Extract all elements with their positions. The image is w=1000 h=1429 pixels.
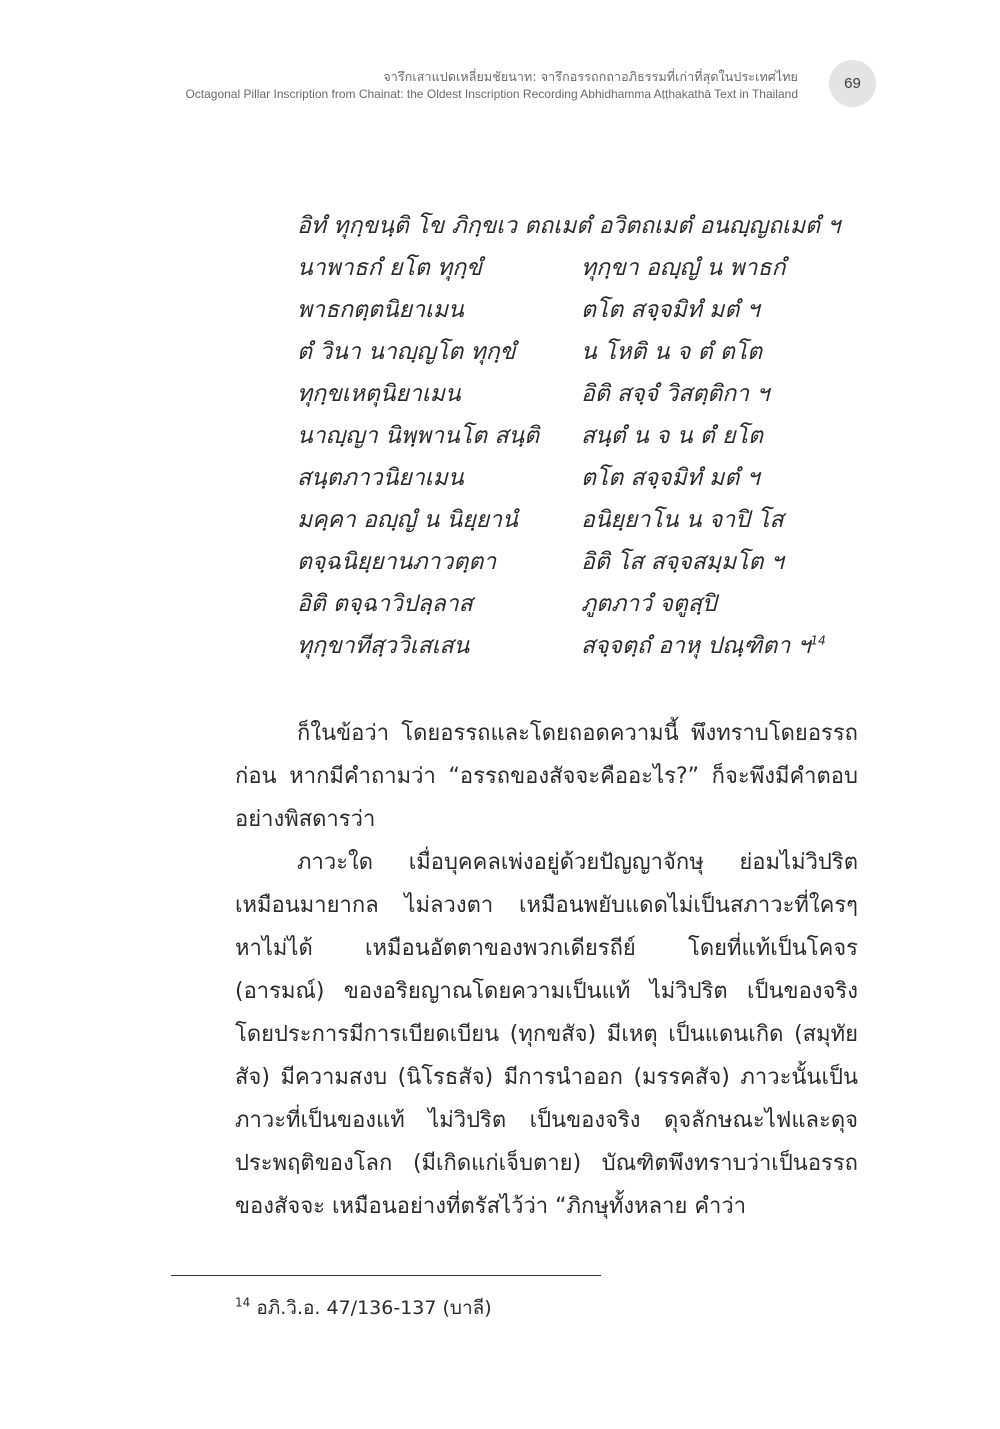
verse-right-text: สจฺจตฺถํ อาหุ ปณฺฑิตา ฯ bbox=[581, 633, 811, 659]
header-title-english: Octagonal Pillar Inscription from Chainat: the Oldest Inscription Recording Abhidhamma Aṭṭhakathā Text in Thailand bbox=[185, 87, 798, 101]
verse-right: อิติ โส สจฺจสมฺมโต ฯ bbox=[581, 549, 784, 575]
paragraph: ภาวะใด เมื่อบุคคลเพ่งอยู่ด้วยปัญญาจักษุ ย่อมไม่วิปริต เหมือนมายากล ไม่ลวงตา เหมือนพยับแดดไม่เป็นสภาวะที่ใครๆ หาไม่ได้ เหมือนอัตตาของพวกเดียรถีย์ โดยที่แท้เป็นโคจร (อารมณ์) ของอริยญาณโดยความเป็นแท้ ไม่วิปริต เป็นของจริง โดยประการมีการเบียดเบียน (ทุกขสัจ) มีเหตุ เป็นแดนเกิด (สมุทัยสัจ) มีความสงบ (นิโรธสัจ) มีการนำออก (มรรคสัจ) ภาวะนั้นเป็นภาวะที่เป็นของแท้ ไม่วิปริต เป็นของจริง ดุจลักษณะไฟและดุจประพฤติของโลก (มีเกิดแก่เจ็บตาย) บัณฑิตพึงทราบว่าเป็นอรรถของสัจจะ เหมือนอย่างที่ตรัสไว้ว่า “ภิกษุทั้งหลาย คำว่า bbox=[235, 850, 858, 1219]
verse-row bbox=[297, 289, 857, 331]
verse-row bbox=[297, 457, 857, 499]
verse-left: นาพาธกํ ยโต ทุกฺขํ bbox=[297, 255, 482, 281]
verse-left: ทุกฺขเหตุนิยาเมน bbox=[297, 381, 461, 407]
verse-right: ตโต สจฺจมิทํ มตํ ฯ bbox=[581, 465, 760, 491]
verse-right: อนิยฺยาโน น จาปิ โส bbox=[581, 507, 784, 533]
verse-row bbox=[297, 625, 857, 667]
verse-row bbox=[297, 247, 857, 289]
footnote-reference[interactable]: 14 bbox=[810, 633, 826, 648]
running-header bbox=[185, 68, 798, 102]
page-number-badge bbox=[829, 60, 876, 107]
footnote-text: อภิ.วิ.อ. 47/136-137 (บาลี) bbox=[256, 1297, 492, 1319]
footnote-number: 14 bbox=[235, 1295, 251, 1310]
verse-left: ตํ วินา นาญฺญโต ทุกฺขํ bbox=[297, 339, 516, 365]
verse-row bbox=[297, 499, 857, 541]
verse-row bbox=[297, 415, 857, 457]
verse-right bbox=[581, 625, 826, 667]
page-number: 69 bbox=[844, 75, 861, 92]
verse-left: ทุกฺขาทีสฺววิเสเสน bbox=[297, 633, 470, 659]
verse-right: ทุกฺขา อญฺญํ น พาธกํ bbox=[581, 255, 786, 281]
verse-right: ตโต สจฺจมิทํ มตํ ฯ bbox=[581, 297, 760, 323]
verse-left: มคฺคา อญฺญํ น นิยฺยานํ bbox=[297, 507, 518, 533]
verse-row bbox=[297, 541, 857, 583]
verse-row bbox=[297, 583, 857, 625]
verse-right: ภูตภาวํ จตูสฺปิ bbox=[581, 591, 717, 617]
footnote-divider bbox=[171, 1275, 601, 1276]
verse-left: นาญฺญา นิพฺพานโต สนฺติ bbox=[297, 423, 540, 449]
verse-right: สนฺตํ น จ น ตํ ยโต bbox=[581, 423, 763, 449]
verse-left: สนฺตภาวนิยาเมน bbox=[297, 465, 464, 491]
header-title-thai: จารึกเสาแปดเหลี่ยมชัยนาท: จารึกอรรถกถาอภิธรรมที่เก่าที่สุดในประเทศไทย bbox=[383, 69, 798, 84]
body-text bbox=[235, 712, 858, 1228]
verse-left: ตจฺฉนิยฺยานภาวตฺตา bbox=[297, 549, 497, 575]
paragraph: ก็ในข้อว่า โดยอรรถและโดยถอดความนี้ พึงทราบโดยอรรถก่อน หากมีคำถามว่า “อรรถของสัจจะคืออะไร?” ก็จะพึงมีคำตอบอย่างพิสดารว่า bbox=[235, 721, 858, 832]
verse-row bbox=[297, 331, 857, 373]
pali-verse bbox=[297, 205, 857, 667]
verse-row bbox=[297, 373, 857, 415]
footnote bbox=[235, 1294, 492, 1322]
verse-right: อิติ สจฺจํ วิสตฺติกา ฯ bbox=[581, 381, 770, 407]
verse-intro-line: อิทํ ทุกฺขนฺติ โข ภิกฺขเว ตถเมตํ อวิตถเมตํ อนญฺญถเมตํ ฯ bbox=[297, 213, 841, 239]
verse-right: น โหติ น จ ตํ ตโต bbox=[581, 339, 763, 365]
verse-left: อิติ ตจฺฉาวิปลฺลาส bbox=[297, 591, 473, 617]
verse-left: พาธกตฺตนิยาเมน bbox=[297, 297, 464, 323]
